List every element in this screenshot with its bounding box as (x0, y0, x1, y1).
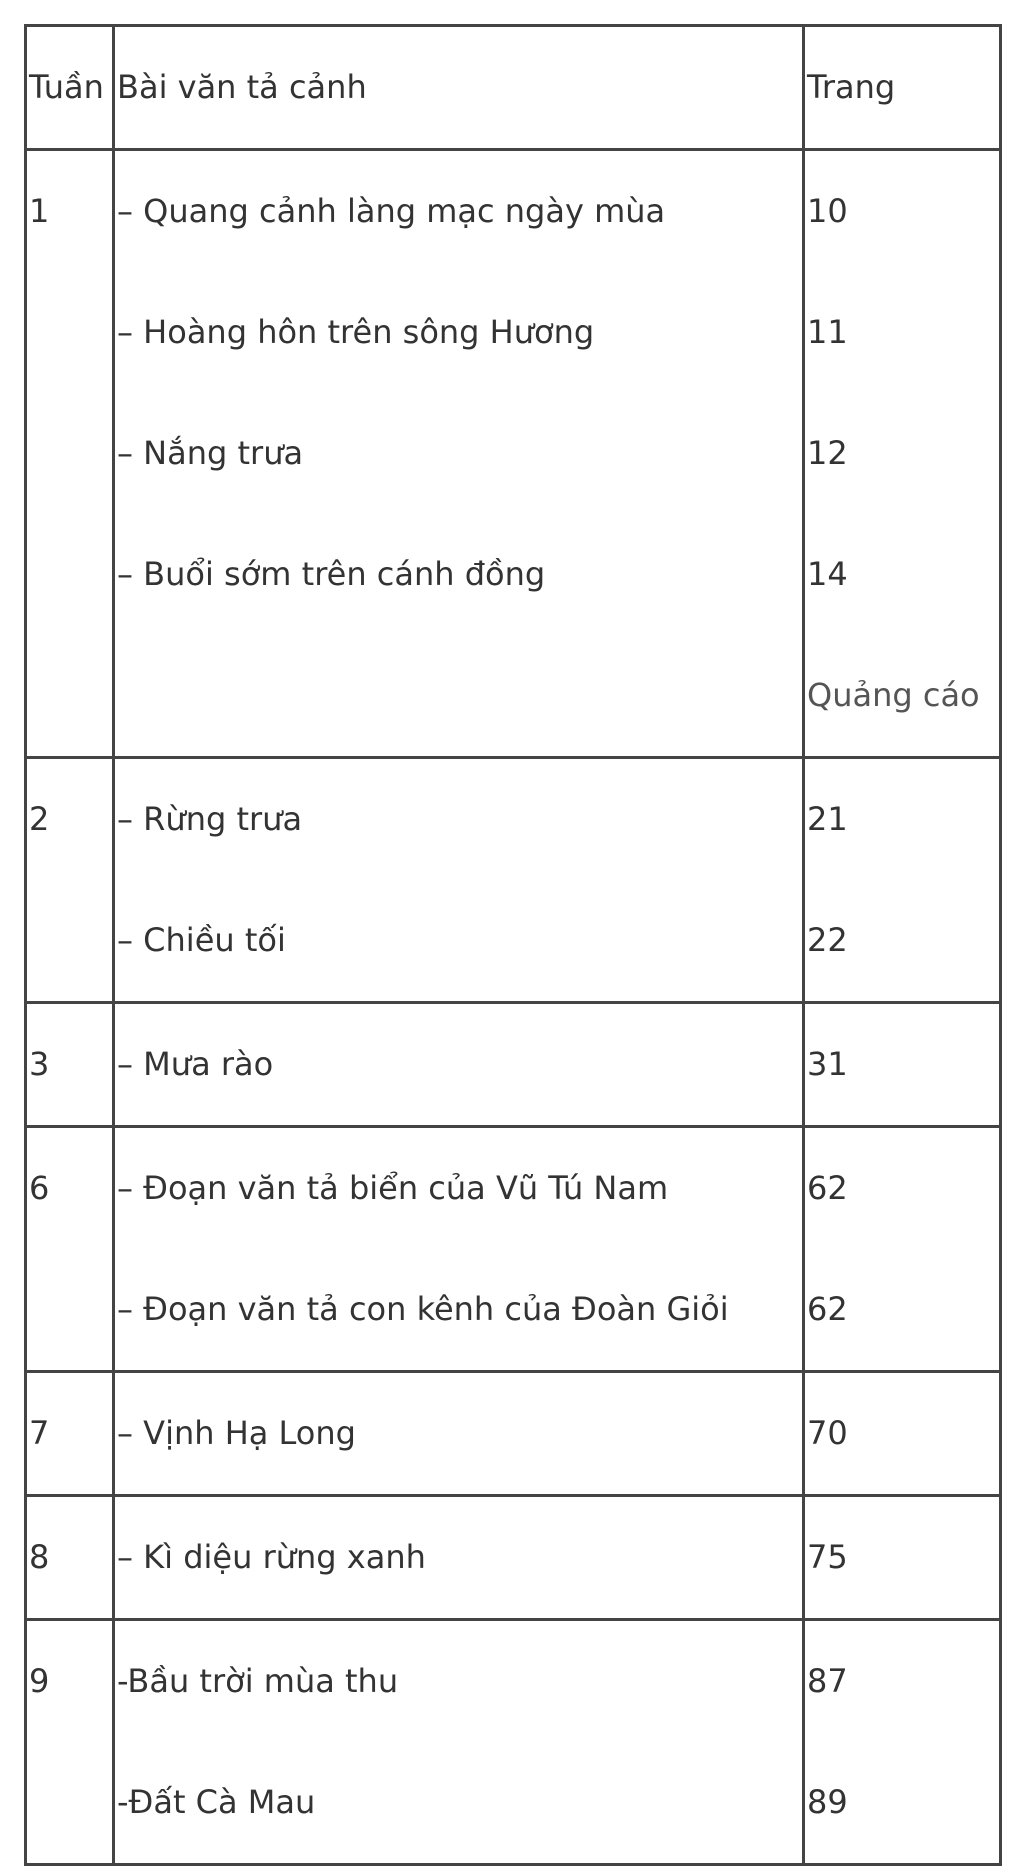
week-cell: 1 (26, 150, 114, 758)
lesson-title: – Đoạn văn tả biển của Vũ Tú Nam (117, 1169, 669, 1207)
page-number-cell (804, 1127, 1001, 1372)
page-number: 10 (807, 192, 848, 230)
header-row (26, 26, 1001, 150)
page-number: 21 (807, 800, 848, 838)
week-cell: 2 (26, 758, 114, 1003)
lesson-title (117, 635, 800, 756)
page-number: 14 (807, 555, 848, 593)
lesson-title-cell (114, 1003, 804, 1127)
lesson-title: – Kì diệu rừng xanh (117, 1538, 426, 1576)
lesson-title: – Quang cảnh làng mạc ngày mùa (117, 192, 666, 230)
page-number: 22 (807, 921, 848, 959)
lesson-title: -Đất Cà Mau (117, 1783, 316, 1821)
page-number-cell (804, 1003, 1001, 1127)
lesson-title-cell (114, 150, 804, 758)
table-row (26, 1372, 1001, 1496)
lesson-title-cell (114, 758, 804, 1003)
lesson-title-cell (114, 1127, 804, 1372)
page-number-cell (804, 1372, 1001, 1496)
table-row (26, 1496, 1001, 1620)
lesson-title: – Rừng trưa (117, 800, 303, 838)
table-row (26, 758, 1001, 1003)
lesson-title: -Bầu trời mùa thu (117, 1662, 399, 1700)
ad-label: Quảng cáo (807, 676, 980, 714)
lesson-title-cell (114, 1372, 804, 1496)
lesson-title: – Hoàng hôn trên sông Hương (117, 313, 595, 351)
page-number-cell (804, 150, 1001, 758)
page-number: 62 (807, 1290, 848, 1328)
table-row (26, 1620, 1001, 1865)
page-number: 12 (807, 434, 848, 472)
week-cell: 9 (26, 1620, 114, 1865)
lesson-title: – Mưa rào (117, 1045, 274, 1083)
page-number: 70 (807, 1414, 848, 1452)
page-number: 87 (807, 1662, 848, 1700)
title-column-header: Bài văn tả cảnh (114, 26, 804, 150)
page-number-cell (804, 758, 1001, 1003)
lesson-title-cell (114, 1620, 804, 1865)
week-column-header: Tuần (26, 26, 114, 150)
lesson-title: – Vịnh Hạ Long (117, 1414, 356, 1452)
lesson-title: – Đoạn văn tả con kênh của Đoàn Giỏi (117, 1290, 729, 1328)
week-cell: 7 (26, 1372, 114, 1496)
lesson-title: – Chiều tối (117, 921, 286, 959)
lesson-title: – Nắng trưa (117, 434, 304, 472)
page-number: 89 (807, 1783, 848, 1821)
lessons-table (24, 24, 1002, 1866)
table-row (26, 1003, 1001, 1127)
week-cell: 3 (26, 1003, 114, 1127)
lesson-title: – Buổi sớm trên cánh đồng (117, 555, 546, 593)
page-number: 11 (807, 313, 848, 351)
page-number: 62 (807, 1169, 848, 1207)
lesson-title-cell (114, 1496, 804, 1620)
week-cell: 8 (26, 1496, 114, 1620)
page-number: 31 (807, 1045, 848, 1083)
page-number: 75 (807, 1538, 848, 1576)
page-number-cell (804, 1496, 1001, 1620)
week-cell: 6 (26, 1127, 114, 1372)
table-body (26, 150, 1001, 1865)
page-column-header: Trang (804, 26, 1001, 150)
page-number-cell (804, 1620, 1001, 1865)
table-row (26, 1127, 1001, 1372)
table-row (26, 150, 1001, 758)
